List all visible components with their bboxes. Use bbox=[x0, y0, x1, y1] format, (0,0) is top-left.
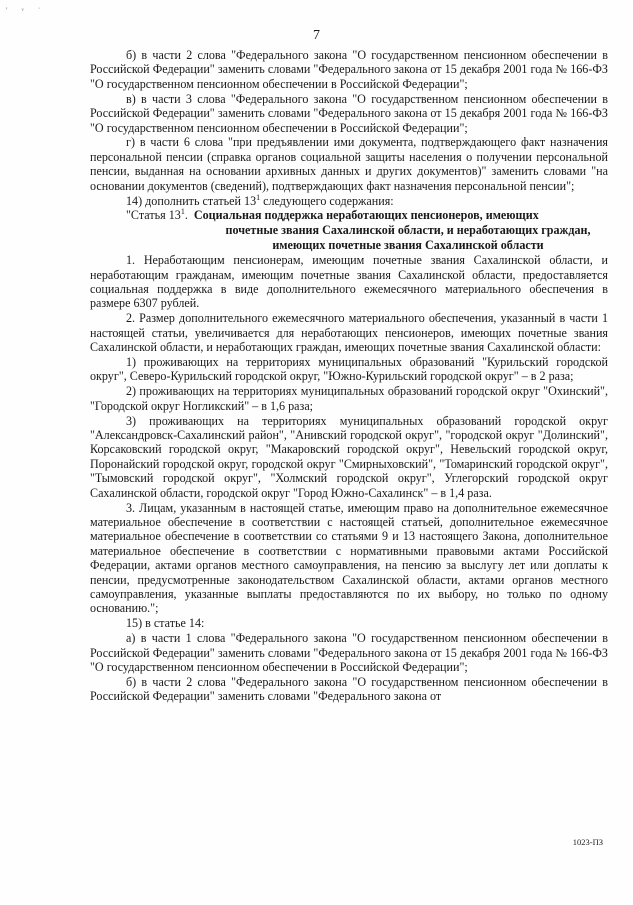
paragraph-b: б) в части 2 слова "Федерального закона "О государственном пенсионном обеспечении в Российской Федерации" заменить словами "Федерального закона от 15 декабря 2001 года № 166-ФЗ "О государственном пенсионном обеспечении в Российской Федерации"; bbox=[90, 48, 608, 91]
paragraph-g: г) в части 6 слова "при предъявлении ими документа, подтверждающего факт назначения персональной пенсии (справка органов социальной защиты населения о получении персональной пенсии, выданная на основании архивных данных и других документов)" заменить словами "на основании документов (сведений), подтверждающих факт назначения персональной пенсии"; bbox=[90, 135, 608, 193]
article-item-3: 3) проживающих на территориях муниципальных образований городской округ "Александровск-Сахалинский район", "Анивский городской округ", "городской округ "Долинский", Корсаковский городской округ, "Макаровский городской округ", Невельский городской округ, Поронайский городской округ, городской округ "Смирныховский", "Томаринский городской округ", "Тымовский городской округ", "Холмский городской округ", Углегорский городской округ Сахалинской области, городской округ "Город Южно-Сахалинск" – в 1,4 раза. bbox=[90, 413, 608, 500]
article-item-1: 1) проживающих на территориях муниципальных образований "Курильский городской округ", Северо-Курильский городской округ, "Южно-Курильский городской округ" – в 2 раза; bbox=[90, 355, 608, 384]
document-code: 1023-ПЗ bbox=[572, 837, 603, 847]
article-part-2: 2. Размер дополнительного ежемесячного материального обеспечения, указанный в части 1 настоящей статьи, увеличивается для неработающих пенсионеров, имеющих почетные звания Сахалинской области, и неработающих граждан, имеющих почетные звания Сахалинской области: bbox=[90, 311, 608, 355]
article-item-2: 2) проживающих на территориях муниципальных образований городской округ "Охинский", "Городской округ Ногликский" – в 1,6 раза; bbox=[90, 384, 608, 413]
item-14: 14) дополнить статьей $13^1$ следующего содержания: bbox=[126, 192, 394, 208]
article-part-1: 1. Неработающим пенсионерам, имеющим почетные звания Сахалинской области, и неработающим гражданам, имеющим почетные звания Сахалинской области, предоставляется социальная поддержка в виде дополнительного ежемесячного материального обеспечения в размере 6307 рублей. bbox=[90, 253, 608, 311]
item-15: 15) в статье 14: bbox=[126, 616, 205, 631]
article-heading: "Статья $13^1$. Социальная поддержка неработающих пенсионеров, имеющих bbox=[126, 207, 539, 223]
document-body bbox=[90, 48, 608, 704]
paragraph-v: в) в части 3 слова "Федерального закона "О государственном пенсионном обеспечении в Российской Федерации" заменить словами "Федерального закона от 15 декабря 2001 года № 166-ФЗ "О государственном пенсионном обеспечении в Российской Федерации"; bbox=[90, 91, 608, 135]
page-number: 7 bbox=[313, 28, 320, 43]
article-part-3: 3. Лицам, указанным в настоящей статье, имеющим право на дополнительное ежемесячное материальное обеспечение в соответствии с настоящей статьей, дополнительное ежемесячное материальное обеспечение в соответствии со статьями 9 и 13 настоящего Закона, дополнительное материальное обеспечение в соответствии с нормативными правовыми актами Российской Федерации, актами органов местного самоуправления, на пенсию за выслугу лет или доплаты к пенсии, предусмотренные законодательством Сахалинской области, актами органов местного самоуправления, указанные выплаты предоставляются по их выбору, но только по одному основанию."; bbox=[90, 500, 608, 616]
item-15-b: б) в части 2 слова "Федерального закона "О государственном пенсионном обеспечении в Российской Федерации" заменить словами "Федерального закона от bbox=[90, 674, 608, 704]
scan-specks: ' ᵛ ˙ bbox=[6, 6, 47, 15]
article-title-continuation: почетные звания Сахалинской области, и неработающих граждан, имеющих почетные звания Сахалинской области bbox=[225, 223, 591, 252]
item-15-a: а) в части 1 слова "Федерального закона "О государственном пенсионном обеспечении в Российской Федерации" заменить словами "Федерального закона от 15 декабря 2001 года № 166-ФЗ "О государственном пенсионном обеспечении в Российской Федерации"; bbox=[90, 631, 608, 675]
